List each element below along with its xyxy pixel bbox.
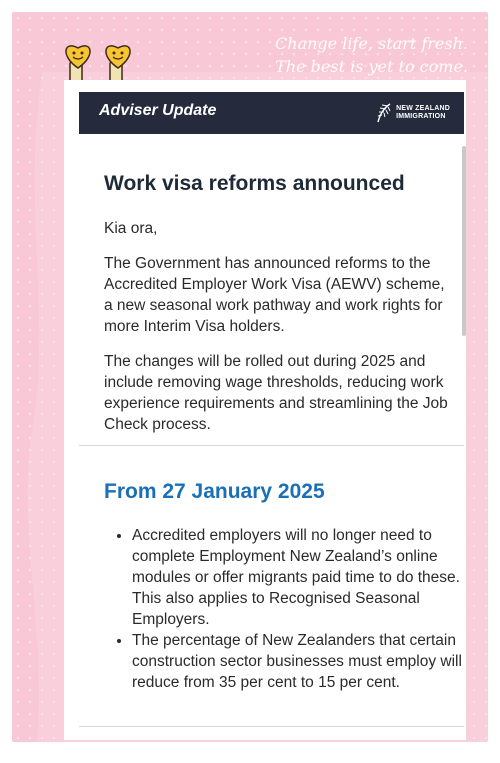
scrollbar[interactable] — [462, 146, 466, 336]
paragraph-1: The Government has announced reforms to the Accredited Employer Work Visa (AEWV) scheme, a new seasonal work pathway and work rights for more Interim Visa holders. — [104, 255, 445, 335]
divider — [79, 726, 464, 727]
brand-line-1: NEW ZEALAND — [396, 105, 450, 112]
paragraph-2: The changes will be rolled out during 2025 and include removing wage thresholds, reducing work experience requirements and streamlining the Job Check process. — [104, 353, 448, 433]
nz-immigration-logo — [376, 100, 450, 126]
section-title: From 27 January 2025 — [104, 480, 325, 503]
tagline-line-1: Change life, start fresh. — [275, 34, 468, 53]
list-item: • The percentage of New Zealanders that certain construction sector businesses must employ will reduce from 35 per cent to 15 per cent. — [132, 630, 466, 693]
greeting: Kia ora, — [104, 220, 158, 237]
article-title: Work visa reforms announced — [104, 172, 405, 195]
banner-title: Adviser Update — [99, 102, 217, 119]
brand-line-2: IMMIGRATION — [396, 113, 446, 120]
header-banner — [79, 92, 464, 134]
tagline — [275, 32, 468, 78]
fern-icon — [376, 102, 392, 124]
tagline-line-2: The best is yet to come. — [275, 57, 468, 76]
divider — [79, 445, 464, 446]
email-card — [64, 80, 466, 740]
decorative-frame — [12, 12, 488, 742]
list-item: • Accredited employers will no longer need to complete Employment New Zealand’s online modules or offer migrants paid time to do these. This also applies to Recognised Seasonal Employers. — [132, 525, 466, 630]
bullet-list — [104, 525, 466, 693]
article-body — [104, 172, 449, 449]
